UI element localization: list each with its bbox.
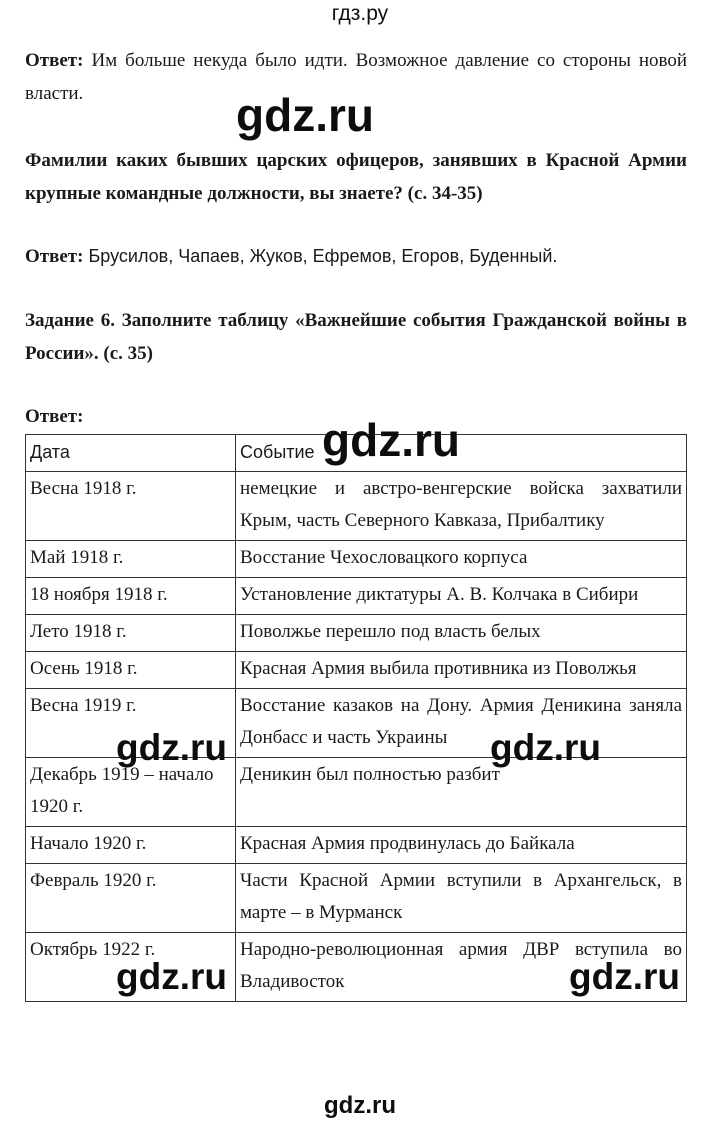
site-header: гдз.ру [331, 2, 389, 25]
row-date: Лето 1918 г. [26, 615, 236, 652]
watermark-logo: gdz.ru [236, 89, 374, 141]
table-row [26, 864, 687, 933]
row-event: Восстание Чехословацкого корпуса [236, 541, 687, 578]
row-date: 18 ноября 1918 г. [26, 578, 236, 615]
column-header-date: Дата [26, 435, 236, 472]
row-event: Красная Армия продвинулась до Байкала [236, 827, 687, 864]
watermark-logo: gdz.ru [116, 727, 227, 768]
events-table [25, 434, 687, 1002]
watermark-logo: gdz.ru [569, 956, 680, 997]
row-date: Февраль 1920 г. [26, 864, 236, 933]
table-row [26, 472, 687, 541]
row-date: Весна 1919 г. [26, 689, 236, 758]
row-date: Весна 1918 г. [26, 472, 236, 541]
row-date: Май 1918 г. [26, 541, 236, 578]
watermark-logo: gdz.ru [116, 956, 227, 997]
answer-paragraph-2 [25, 240, 687, 273]
row-event: немецкие и австро-венгерские войска захватили Крым, часть Северного Кавказа, Прибалтику [236, 472, 687, 541]
watermark-logo: gdz.ru [490, 727, 601, 768]
table-row [26, 827, 687, 864]
answer-label-table: Ответ: [25, 406, 84, 427]
answer-label: Ответ: [25, 246, 84, 267]
footer-watermark: gdz.ru [324, 1092, 396, 1119]
row-date: Осень 1918 г. [26, 652, 236, 689]
watermark-logo: gdz.ru [322, 414, 460, 466]
row-event: Восстание казаков на Дону. Армия Деникина заняла Донбасс и часть Украины [236, 689, 687, 758]
row-event: Народно-революционная армия ДВР вступила во Владивосток [236, 933, 687, 1002]
row-event: Установление диктатуры А. В. Колчака в Сибири [236, 578, 687, 615]
task-heading: Задание 6. Заполните таблицу «Важнейшие события Гражданской войны в России». (с. 35) [25, 310, 687, 364]
question-text: Фамилии каких бывших царских офицеров, занявших в Красной Армии крупные командные должности, вы знаете? (с. 34-35) [25, 150, 687, 204]
column-header-event: Событие [236, 435, 687, 472]
answer-text: Им больше некуда было идти. Возможное давление со стороны новой власти. [25, 50, 687, 104]
table-row [26, 578, 687, 615]
row-event: Части Красной Армии вступили в Архангельск, в марте – в Мурманск [236, 864, 687, 933]
row-date: Декабрь 1919 – начало 1920 г. [26, 758, 236, 827]
row-date: Начало 1920 г. [26, 827, 236, 864]
row-event: Деникин был полностью разбит [236, 758, 687, 827]
answer-label: Ответ: [25, 50, 84, 71]
row-event: Поволжье перешло под власть белых [236, 615, 687, 652]
row-event: Красная Армия выбила противника из Поволжья [236, 652, 687, 689]
answer-text: Брусилов, Чапаев, Жуков, Ефремов, Егоров, Буденный. [83, 246, 558, 266]
row-date: Октябрь 1922 г. [26, 933, 236, 1002]
table-row [26, 652, 687, 689]
table-row [26, 615, 687, 652]
table-row [26, 541, 687, 578]
